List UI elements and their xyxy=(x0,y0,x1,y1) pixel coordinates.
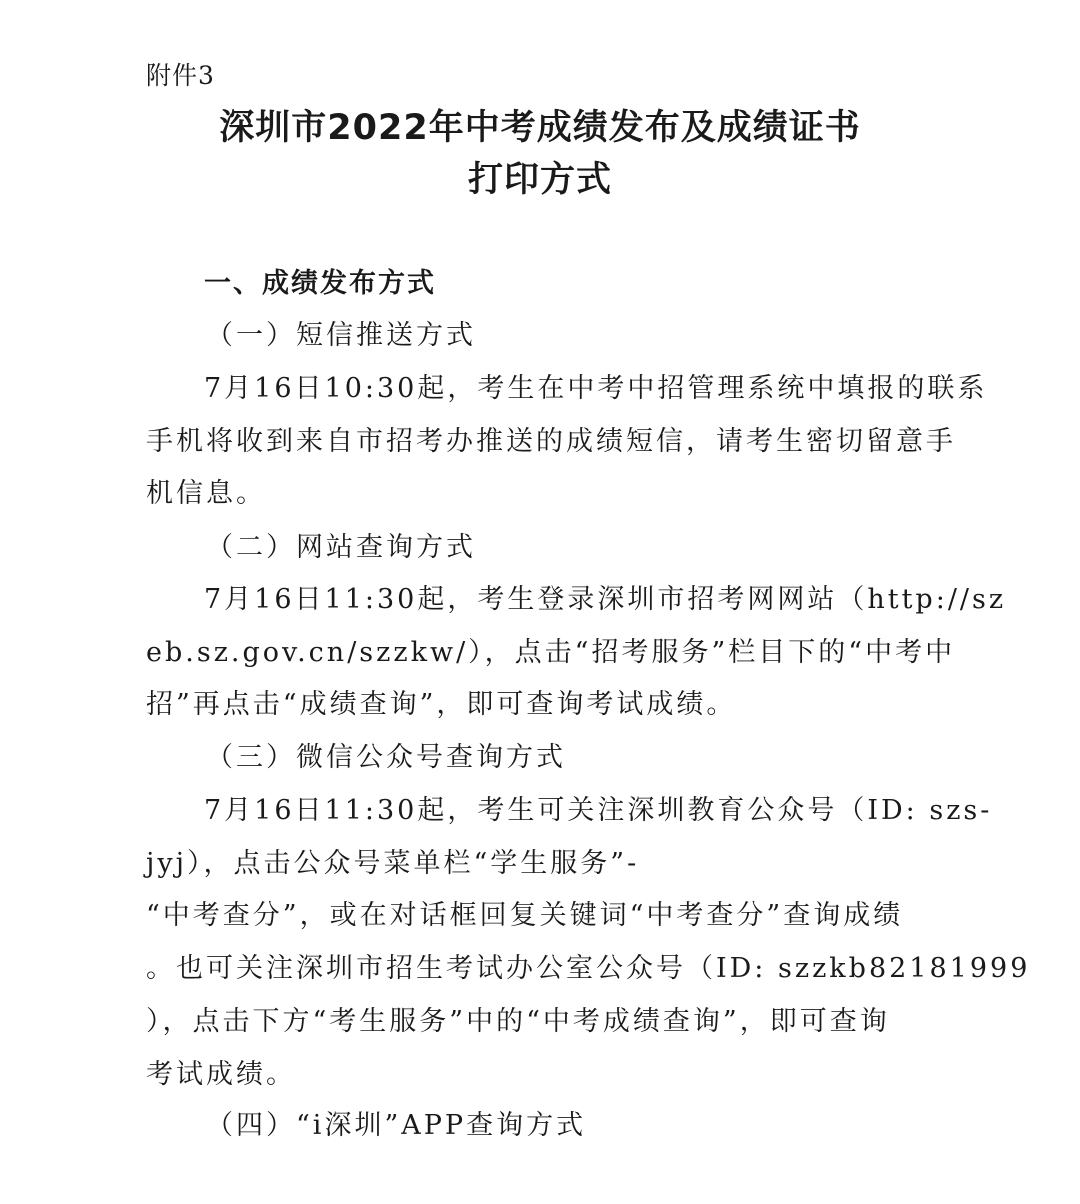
document-title-line-1: 深圳市2022年中考成绩发布及成绩证书 xyxy=(219,108,861,148)
attachment-label: 附件3 xyxy=(146,61,215,90)
paragraph-line: ），点击下方“考生服务”中的“中考成绩查询”，即可查询 xyxy=(146,1006,890,1037)
paragraph-line: 7月16日10:30起，考生在中考中招管理系统中填报的联系 xyxy=(204,373,988,404)
subsection-heading-sms: （一）短信推送方式 xyxy=(206,320,476,351)
paragraph-line: eb.sz.gov.cn/szzkw/），点击“招考服务”栏目下的“中考中 xyxy=(146,637,956,668)
paragraph-line: 7月16日11:30起，考生可关注深圳教育公众号（ID: szs- xyxy=(204,795,993,826)
paragraph-line: jyj），点击公众号菜单栏“学生服务”- xyxy=(146,848,640,879)
section-heading-score-release: 一、成绩发布方式 xyxy=(204,268,436,299)
paragraph-line: 机信息。 xyxy=(146,478,266,509)
subsection-heading-website: （二）网站查询方式 xyxy=(206,532,476,563)
document-title-line-2: 打印方式 xyxy=(467,160,612,200)
subsection-heading-app: （四）“i深圳”APP查询方式 xyxy=(206,1110,587,1141)
subsection-heading-wechat: （三）微信公众号查询方式 xyxy=(206,742,566,773)
paragraph-line: 手机将收到来自市招考办推送的成绩短信，请考生密切留意手 xyxy=(146,426,956,457)
paragraph-line: “中考查分”，或在对话框回复关键词“中考查分”查询成绩 xyxy=(146,900,904,931)
paragraph-line: 招”再点击“成绩查询”，即可查询考试成绩。 xyxy=(146,689,737,720)
paragraph-line: 考试成绩。 xyxy=(146,1059,296,1090)
paragraph-line: 。也可关注深圳市招生考试办公室公众号（ID: szzkb82181999 xyxy=(146,953,1031,984)
paragraph-line: 7月16日11:30起，考生登录深圳市招考网网站（http://sz xyxy=(204,584,1007,615)
